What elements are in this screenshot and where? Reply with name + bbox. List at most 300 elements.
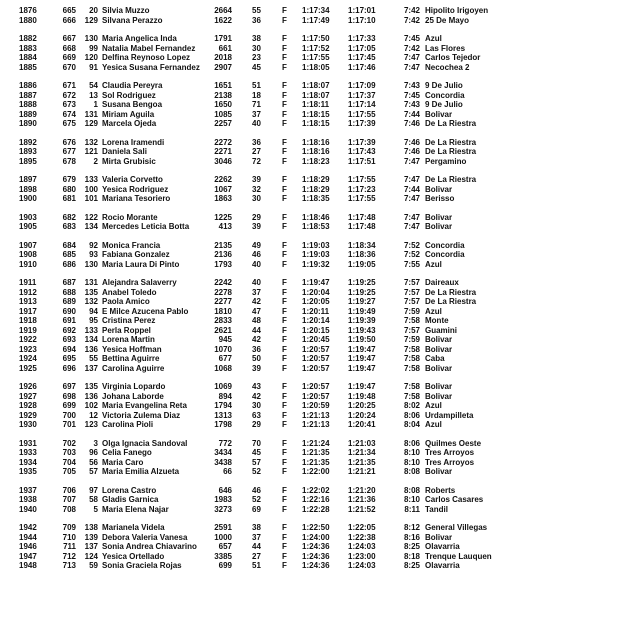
table-row bbox=[0, 16, 634, 26]
bib-number: 66 bbox=[223, 467, 232, 476]
bib-number: 1085 bbox=[214, 109, 232, 119]
net-time: 1:21:21 bbox=[348, 467, 376, 476]
table-row bbox=[0, 523, 634, 533]
pace: 7:45 bbox=[403, 90, 420, 100]
age: 40 bbox=[252, 119, 261, 128]
pace: 7:43 bbox=[403, 81, 420, 90]
bib-number: 1650 bbox=[214, 100, 232, 109]
net-time: 1:17:46 bbox=[348, 62, 376, 72]
age: 71 bbox=[252, 100, 261, 109]
runner-name: Celia Fanego bbox=[102, 448, 152, 457]
table-row bbox=[0, 411, 634, 421]
gun-time: 1:17:52 bbox=[302, 43, 330, 53]
category-position: 702 bbox=[62, 438, 76, 448]
city: Carlos Tejedor bbox=[425, 53, 481, 62]
gun-time: 1:18:46 bbox=[302, 212, 330, 222]
category-position: 693 bbox=[62, 335, 76, 344]
age-position: 137 bbox=[84, 542, 98, 551]
general-position: 1937 bbox=[19, 485, 37, 495]
city: Trenque Lauquen bbox=[425, 551, 492, 561]
net-time: 1:17:09 bbox=[348, 81, 376, 90]
age: 42 bbox=[252, 391, 261, 401]
age-position: 137 bbox=[84, 363, 98, 373]
category-position: 710 bbox=[62, 532, 76, 542]
age: 43 bbox=[252, 382, 261, 391]
age: 30 bbox=[252, 43, 261, 53]
city: Bolivar bbox=[425, 184, 453, 194]
sex: F bbox=[282, 212, 287, 222]
gun-time: 1:22:50 bbox=[302, 523, 330, 532]
pace: 8:16 bbox=[403, 532, 420, 542]
runner-name: Mirta Grubisic bbox=[102, 156, 156, 166]
bib-number: 2262 bbox=[214, 175, 232, 184]
net-time: 1:17:55 bbox=[348, 109, 376, 119]
gun-time: 1:24:36 bbox=[302, 551, 330, 561]
general-position: 1885 bbox=[19, 62, 37, 72]
city: Hipolito Irigoyen bbox=[425, 6, 489, 15]
table-row bbox=[0, 63, 634, 73]
table-row bbox=[0, 392, 634, 402]
age-position: 2 bbox=[93, 156, 98, 166]
runner-name: Claudia Pereyra bbox=[102, 81, 163, 90]
pace: 7:47 bbox=[403, 53, 420, 62]
runner-name: Marianela Videla bbox=[102, 523, 165, 532]
bib-number: 3438 bbox=[214, 457, 232, 467]
general-position: 1880 bbox=[19, 15, 37, 25]
general-position: 1907 bbox=[19, 240, 37, 250]
age: 37 bbox=[252, 287, 261, 297]
category-position: 707 bbox=[62, 495, 76, 504]
net-time: 1:19:39 bbox=[348, 316, 376, 325]
table-row bbox=[0, 213, 634, 223]
pace: 7:58 bbox=[403, 344, 420, 354]
sex: F bbox=[282, 184, 287, 194]
age-position: 136 bbox=[84, 344, 98, 354]
bib-number: 3273 bbox=[214, 504, 232, 514]
pace: 7:47 bbox=[403, 212, 420, 222]
runner-name: Delfina Reynoso Lopez bbox=[102, 53, 191, 62]
sex: F bbox=[282, 523, 287, 532]
bib-number: 1067 bbox=[214, 184, 232, 194]
net-time: 1:24:03 bbox=[348, 542, 376, 551]
bib-number: 3385 bbox=[214, 551, 232, 561]
bib-number: 1863 bbox=[214, 194, 232, 203]
table-row bbox=[0, 100, 634, 110]
table-row bbox=[0, 401, 634, 411]
category-position: 706 bbox=[62, 485, 76, 495]
table-row bbox=[0, 448, 634, 458]
age-position: 122 bbox=[84, 212, 98, 222]
city: Bolivar bbox=[425, 467, 453, 476]
bib-number: 1000 bbox=[214, 532, 232, 542]
runner-name: Debora Valeria Vanesa bbox=[102, 532, 188, 542]
bib-number: 2833 bbox=[214, 316, 232, 325]
table-row bbox=[0, 53, 634, 63]
table-row bbox=[0, 110, 634, 120]
pace: 8:11 bbox=[404, 504, 420, 514]
age-position: 132 bbox=[84, 137, 98, 147]
sex: F bbox=[282, 90, 287, 100]
table-row bbox=[0, 439, 634, 449]
table-row bbox=[0, 44, 634, 54]
net-time: 1:18:36 bbox=[348, 250, 376, 259]
gun-time: 1:18:15 bbox=[302, 109, 330, 119]
pace: 8:06 bbox=[403, 438, 420, 448]
category-position: 690 bbox=[62, 306, 76, 316]
bib-number: 413 bbox=[218, 222, 232, 231]
age-position: 58 bbox=[89, 495, 98, 504]
net-time: 1:17:48 bbox=[348, 222, 376, 231]
pace: 7:57 bbox=[403, 325, 420, 335]
net-time: 1:17:10 bbox=[348, 15, 376, 25]
age-position: 134 bbox=[84, 222, 98, 231]
city: Concordia bbox=[425, 250, 465, 259]
table-row bbox=[0, 157, 634, 167]
net-time: 1:23:00 bbox=[348, 551, 376, 561]
runner-name: Silvana Perazzo bbox=[102, 15, 163, 25]
gun-time: 1:17:50 bbox=[302, 34, 330, 43]
net-time: 1:17:55 bbox=[348, 194, 376, 203]
runner-name: Lorena Castro bbox=[102, 485, 157, 495]
general-position: 1883 bbox=[19, 43, 37, 53]
category-position: 692 bbox=[62, 325, 76, 335]
pace: 8:10 bbox=[403, 448, 420, 457]
pace: 7:47 bbox=[403, 62, 420, 72]
general-position: 1912 bbox=[19, 287, 37, 297]
age-position: 123 bbox=[84, 420, 98, 429]
general-position: 1887 bbox=[19, 90, 37, 100]
gun-time: 1:24:00 bbox=[302, 532, 330, 542]
city: Bolivar bbox=[425, 335, 453, 344]
sex: F bbox=[282, 6, 287, 15]
sex: F bbox=[282, 410, 287, 420]
age: 57 bbox=[252, 457, 261, 467]
sex: F bbox=[282, 62, 287, 72]
pace: 7:44 bbox=[403, 184, 420, 194]
category-position: 683 bbox=[62, 222, 76, 231]
table-row bbox=[0, 260, 634, 270]
bib-number: 2135 bbox=[214, 240, 232, 250]
table-row bbox=[0, 552, 634, 562]
category-position: 680 bbox=[62, 184, 76, 194]
sex: F bbox=[282, 551, 287, 561]
pace: 7:57 bbox=[403, 278, 420, 287]
table-row bbox=[0, 345, 634, 355]
age: 52 bbox=[252, 467, 261, 476]
general-position: 1890 bbox=[19, 119, 37, 128]
category-position: 686 bbox=[62, 259, 76, 269]
general-position: 1944 bbox=[19, 532, 37, 542]
category-position: 709 bbox=[62, 523, 76, 532]
general-position: 1895 bbox=[19, 156, 37, 166]
pace: 7:55 bbox=[403, 259, 420, 269]
net-time: 1:17:14 bbox=[348, 100, 376, 109]
runner-name: Fabiana Gonzalez bbox=[102, 250, 170, 259]
bib-number: 1069 bbox=[214, 382, 232, 391]
pace: 7:58 bbox=[403, 363, 420, 373]
city: Bolivar bbox=[425, 212, 453, 222]
net-time: 1:19:47 bbox=[348, 344, 376, 354]
gun-time: 1:19:32 bbox=[302, 259, 330, 269]
category-position: 711 bbox=[63, 542, 76, 551]
general-position: 1882 bbox=[19, 34, 37, 43]
gun-time: 1:17:49 bbox=[302, 15, 330, 25]
net-time: 1:21:20 bbox=[348, 485, 376, 495]
age-position: 129 bbox=[84, 119, 98, 128]
age-position: 59 bbox=[89, 561, 98, 570]
pace: 7:42 bbox=[403, 6, 420, 15]
sex: F bbox=[282, 448, 287, 457]
runner-name: Susana Bengoa bbox=[102, 100, 163, 109]
age: 51 bbox=[252, 561, 261, 570]
net-time: 1:17:39 bbox=[348, 119, 376, 128]
age: 29 bbox=[252, 420, 261, 429]
pace: 8:08 bbox=[403, 467, 420, 476]
net-time: 1:19:43 bbox=[348, 325, 376, 335]
age-position: 91 bbox=[89, 62, 98, 72]
table-row bbox=[0, 34, 634, 44]
bib-number: 1070 bbox=[214, 344, 232, 354]
age: 42 bbox=[252, 297, 261, 306]
age-position: 92 bbox=[89, 240, 98, 250]
pace: 8:04 bbox=[403, 420, 420, 429]
category-position: 670 bbox=[62, 62, 76, 72]
sex: F bbox=[282, 306, 287, 316]
sex: F bbox=[282, 53, 287, 62]
net-time: 1:19:47 bbox=[348, 382, 376, 391]
category-position: 673 bbox=[62, 100, 76, 109]
category-position: 678 bbox=[62, 156, 76, 166]
sex: F bbox=[282, 401, 287, 410]
table-row bbox=[0, 147, 634, 157]
gun-time: 1:18:35 bbox=[302, 194, 330, 203]
age: 45 bbox=[252, 448, 261, 457]
general-position: 1948 bbox=[19, 561, 37, 570]
gun-time: 1:21:35 bbox=[302, 448, 330, 457]
general-position: 1938 bbox=[19, 495, 37, 504]
age-position: 95 bbox=[89, 316, 98, 325]
bib-number: 2664 bbox=[214, 6, 232, 15]
age-position: 99 bbox=[89, 43, 98, 53]
gun-time: 1:24:36 bbox=[302, 542, 330, 551]
age-position: 5 bbox=[93, 504, 98, 514]
age-position: 57 bbox=[89, 467, 98, 476]
general-position: 1889 bbox=[19, 109, 37, 119]
bib-number: 2591 bbox=[214, 523, 232, 532]
net-time: 1:17:43 bbox=[348, 147, 376, 156]
sex: F bbox=[282, 222, 287, 231]
runner-name: Marcela Ojeda bbox=[102, 119, 157, 128]
category-position: 700 bbox=[62, 410, 76, 420]
gun-time: 1:18:29 bbox=[302, 175, 330, 184]
category-position: 689 bbox=[62, 297, 76, 306]
bib-number: 2271 bbox=[214, 147, 232, 156]
category-position: 701 bbox=[62, 420, 76, 429]
age-position: 130 bbox=[84, 259, 98, 269]
age-position: 130 bbox=[84, 34, 98, 43]
age: 40 bbox=[252, 259, 261, 269]
net-time: 1:22:05 bbox=[348, 523, 376, 532]
net-time: 1:17:55 bbox=[348, 175, 376, 184]
net-time: 1:17:37 bbox=[348, 90, 376, 100]
age-position: 131 bbox=[84, 109, 98, 119]
age-position: 100 bbox=[84, 184, 98, 194]
net-time: 1:19:27 bbox=[348, 297, 376, 306]
city: Berisso bbox=[425, 194, 455, 203]
general-position: 1918 bbox=[19, 316, 37, 325]
age: 48 bbox=[252, 316, 261, 325]
city: Bolivar bbox=[425, 382, 453, 391]
gun-time: 1:21:13 bbox=[302, 420, 330, 429]
runner-name: Maria Evangelina Reta bbox=[102, 401, 187, 410]
age-position: 54 bbox=[89, 81, 98, 90]
age: 63 bbox=[252, 410, 261, 420]
bib-number: 1983 bbox=[214, 495, 232, 504]
general-position: 1942 bbox=[19, 523, 37, 532]
table-row bbox=[0, 288, 634, 298]
city: Urdampilleta bbox=[425, 410, 474, 420]
pace: 7:46 bbox=[403, 137, 420, 147]
city: General Villegas bbox=[425, 523, 488, 532]
bib-number: 1651 bbox=[214, 81, 232, 90]
age-position: 133 bbox=[84, 325, 98, 335]
pace: 7:52 bbox=[403, 250, 420, 259]
table-row bbox=[0, 241, 634, 251]
table-row bbox=[0, 307, 634, 317]
city: Bolivar bbox=[425, 532, 453, 542]
gun-time: 1:18:11 bbox=[302, 100, 330, 109]
age: 38 bbox=[252, 34, 261, 43]
table-row bbox=[0, 382, 634, 392]
pace: 8:10 bbox=[403, 495, 420, 504]
city: Azul bbox=[425, 420, 442, 429]
runner-name: Lorena Iramendi bbox=[102, 137, 165, 147]
age: 39 bbox=[252, 175, 261, 184]
runner-name: Alejandra Salaverry bbox=[102, 278, 177, 287]
table-row bbox=[0, 297, 634, 307]
age: 69 bbox=[252, 504, 261, 514]
age-position: 121 bbox=[84, 147, 98, 156]
sex: F bbox=[282, 467, 287, 476]
age-position: 101 bbox=[84, 194, 98, 203]
table-row bbox=[0, 81, 634, 91]
gun-time: 1:19:47 bbox=[302, 278, 330, 287]
general-position: 1931 bbox=[19, 438, 37, 448]
sex: F bbox=[282, 43, 287, 53]
city: Bolivar bbox=[425, 391, 453, 401]
gun-time: 1:18:29 bbox=[302, 184, 330, 194]
age-position: 120 bbox=[84, 53, 98, 62]
city: Caba bbox=[425, 354, 445, 363]
sex: F bbox=[282, 109, 287, 119]
pace: 7:59 bbox=[403, 335, 420, 344]
net-time: 1:18:34 bbox=[348, 240, 376, 250]
sex: F bbox=[282, 561, 287, 570]
city: Tres Arroyos bbox=[425, 448, 475, 457]
category-position: 676 bbox=[62, 137, 76, 147]
runner-name: Maria Emilia Alzueta bbox=[102, 467, 180, 476]
net-time: 1:17:33 bbox=[348, 34, 376, 43]
general-position: 1908 bbox=[19, 250, 37, 259]
age: 46 bbox=[252, 485, 261, 495]
category-position: 697 bbox=[62, 382, 76, 391]
bib-number: 1794 bbox=[214, 401, 232, 410]
category-position: 695 bbox=[62, 354, 76, 363]
age: 72 bbox=[252, 156, 261, 166]
runner-name: Yesica Hoffman bbox=[102, 344, 162, 354]
table-row bbox=[0, 175, 634, 185]
runner-name: Maria Angelica Inda bbox=[102, 34, 177, 43]
net-time: 1:19:49 bbox=[348, 306, 376, 316]
general-position: 1919 bbox=[19, 325, 37, 335]
table-row bbox=[0, 138, 634, 148]
age: 39 bbox=[252, 222, 261, 231]
age: 51 bbox=[252, 81, 261, 90]
gun-time: 1:22:02 bbox=[302, 485, 330, 495]
bib-number: 2907 bbox=[214, 62, 232, 72]
net-time: 1:17:48 bbox=[348, 212, 376, 222]
category-position: 688 bbox=[62, 287, 76, 297]
city: De La Riestra bbox=[425, 137, 477, 147]
pace: 7:42 bbox=[403, 43, 420, 53]
general-position: 1900 bbox=[19, 194, 37, 203]
runner-name: Maria Elena Najar bbox=[102, 504, 169, 514]
age: 36 bbox=[252, 344, 261, 354]
net-time: 1:17:23 bbox=[348, 184, 376, 194]
runner-name: Perla Roppel bbox=[102, 325, 151, 335]
age: 38 bbox=[252, 523, 261, 532]
age-position: 102 bbox=[84, 401, 98, 410]
pace: 7:46 bbox=[403, 119, 420, 128]
net-time: 1:21:36 bbox=[348, 495, 376, 504]
runner-name: Carolina Aguirre bbox=[102, 363, 165, 373]
sex: F bbox=[282, 325, 287, 335]
sex: F bbox=[282, 119, 287, 128]
net-time: 1:20:41 bbox=[348, 420, 376, 429]
runner-name: Olga Ignacia Sandoval bbox=[102, 438, 188, 448]
general-position: 1905 bbox=[19, 222, 37, 231]
table-row bbox=[0, 222, 634, 232]
category-position: 668 bbox=[62, 43, 76, 53]
age-position: 135 bbox=[84, 382, 98, 391]
table-row bbox=[0, 194, 634, 204]
sex: F bbox=[282, 287, 287, 297]
gun-time: 1:20:14 bbox=[302, 316, 330, 325]
city: Pergamino bbox=[425, 156, 467, 166]
general-position: 1876 bbox=[19, 6, 37, 15]
category-position: 703 bbox=[62, 448, 76, 457]
category-position: 666 bbox=[62, 15, 76, 25]
runner-name: Johana Laborde bbox=[102, 391, 164, 401]
net-time: 1:20:24 bbox=[348, 410, 376, 420]
general-position: 1925 bbox=[19, 363, 37, 373]
pace: 8:02 bbox=[403, 401, 420, 410]
general-position: 1893 bbox=[19, 147, 37, 156]
category-position: 699 bbox=[62, 401, 76, 410]
table-row bbox=[0, 335, 634, 345]
pace: 8:08 bbox=[403, 485, 420, 495]
gun-time: 1:18:07 bbox=[302, 90, 330, 100]
sex: F bbox=[282, 344, 287, 354]
age-position: 132 bbox=[84, 297, 98, 306]
general-position: 1946 bbox=[19, 542, 37, 551]
general-position: 1911 bbox=[19, 278, 37, 287]
sex: F bbox=[282, 495, 287, 504]
pace: 8:25 bbox=[403, 561, 420, 570]
category-position: 677 bbox=[62, 147, 76, 156]
general-position: 1892 bbox=[19, 137, 37, 147]
pace: 7:46 bbox=[403, 147, 420, 156]
